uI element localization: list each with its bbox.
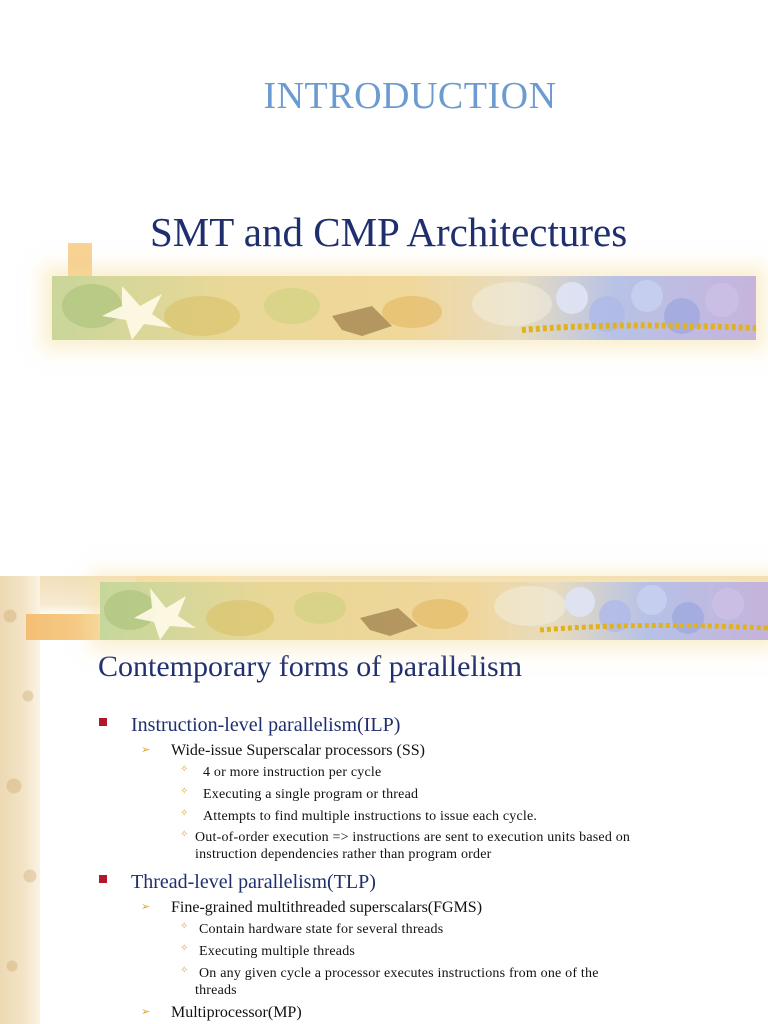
list-item — [0, 966, 768, 984]
decorative-leaf-banner — [100, 582, 768, 640]
bullet-text: Instruction-level parallelism(ILP) — [131, 714, 401, 736]
leaf-banner-graphic — [52, 276, 756, 340]
bullet-text: Attempts to find multiple instructions to issue each cycle. — [203, 809, 538, 824]
list-item — [0, 922, 768, 940]
arrow-bullet-icon: ➢ — [141, 1005, 151, 1018]
slide-title: SMT and CMP Architectures — [150, 209, 628, 255]
diamond-bullet-icon: ✧ — [180, 786, 189, 797]
bullet-text: Out-of-order execution => instructions are sent to execution units based on — [195, 830, 631, 845]
diamond-bullet-icon: ✧ — [180, 808, 189, 819]
list-item — [0, 742, 768, 762]
arrow-bullet-icon: ➢ — [141, 900, 151, 913]
red-square-bullet-icon — [99, 718, 107, 726]
bullet-text: 4 or more instruction per cycle — [203, 765, 382, 780]
diamond-bullet-icon: ✧ — [180, 943, 189, 954]
slide-parallelism — [0, 576, 768, 1024]
bullet-text: On any given cycle a processor executes instructions from one of the — [199, 966, 599, 981]
diamond-bullet-icon: ✧ — [180, 829, 189, 840]
bullet-text: Multiprocessor(MP) — [171, 1004, 302, 1021]
list-item-continuation — [0, 983, 768, 1001]
leaf-banner-graphic — [100, 582, 768, 640]
decorative-leaf-banner — [52, 276, 756, 340]
bullet-text: Contain hardware state for several threads — [199, 922, 444, 937]
list-item — [0, 830, 768, 848]
bullet-text: instruction dependencies rather than program order — [195, 847, 492, 862]
list-item — [0, 871, 768, 893]
list-item-continuation — [0, 847, 768, 865]
diamond-bullet-icon: ✧ — [180, 965, 189, 976]
bullet-text: Thread-level parallelism(TLP) — [131, 871, 376, 893]
list-item — [0, 899, 768, 919]
slide-heading: INTRODUCTION — [263, 75, 557, 117]
red-square-bullet-icon — [99, 875, 107, 883]
bullet-text: threads — [195, 983, 237, 998]
diamond-bullet-icon: ✧ — [180, 921, 189, 932]
bullet-text: Fine-grained multithreaded superscalars(FGMS) — [171, 899, 483, 916]
arrow-bullet-icon: ➢ — [141, 743, 151, 756]
list-item — [0, 765, 768, 783]
list-item — [0, 714, 768, 736]
diamond-bullet-icon: ✧ — [180, 764, 189, 775]
list-item — [0, 809, 768, 827]
bullet-text: Executing multiple threads — [199, 944, 356, 959]
slide-title: Contemporary forms of parallelism — [98, 650, 523, 683]
list-item — [0, 944, 768, 962]
bullet-text: Executing a single program or thread — [203, 787, 419, 802]
list-item — [0, 1004, 768, 1024]
bullet-text: Wide-issue Superscalar processors (SS) — [171, 742, 425, 759]
list-item — [0, 787, 768, 805]
